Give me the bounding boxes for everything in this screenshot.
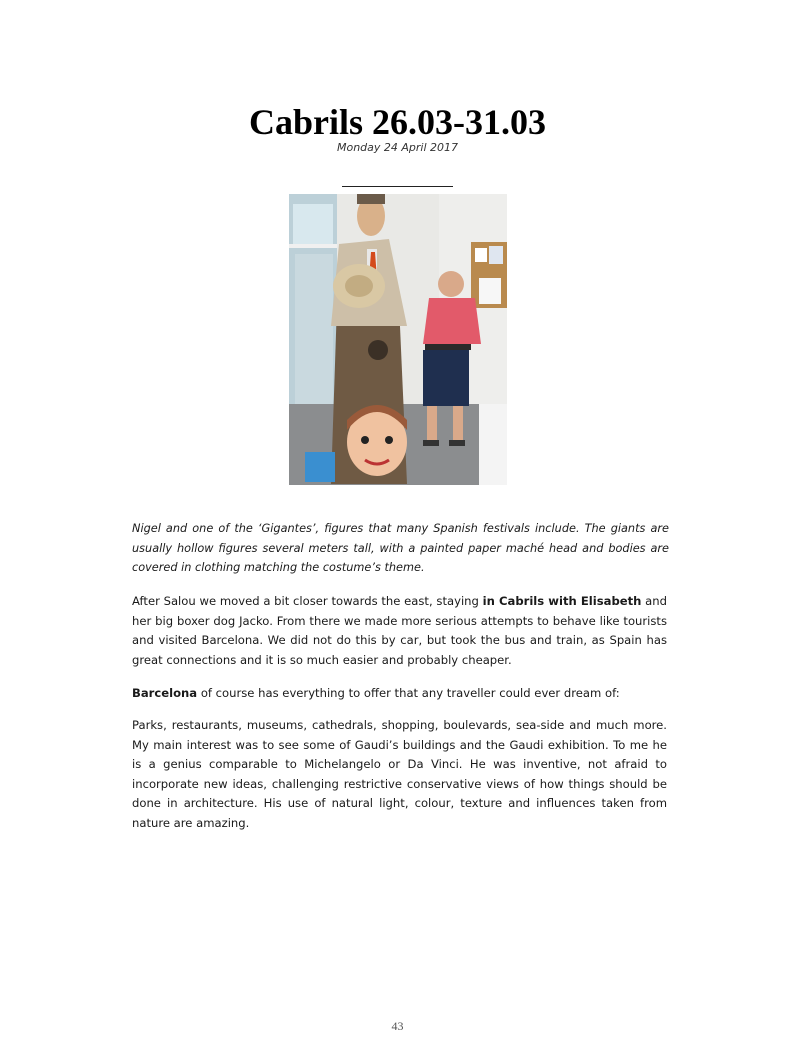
page-number: 43 — [391, 1019, 404, 1033]
divider — [342, 186, 453, 187]
photo-caption: Nigel and one of the ‘Gigantes’, figures that many Spanish festivals include. The giants are usually hollow figures several meters tall, with a painted paper maché head and bodies are covered in clothing matching the costume’s theme. — [132, 522, 669, 574]
paragraph-cabrils-intro: After Salou we moved a bit closer towards the east, staying — [132, 594, 483, 608]
paragraph-barcelona-bold: Barcelona — [132, 686, 198, 700]
paragraph-cabrils — [132, 592, 667, 670]
paragraph-barcelona-rest: of course has everything to offer that any traveller could ever dream of: — [197, 686, 620, 700]
paragraph-gaudi: Parks, restaurants, museums, cathedrals, shopping, boulevards, sea-side and much more. My main interest was to see some of Gaudi’s buildings and the Gaudi exhibition. To me he is a genius comparable to Michelangelo or Da Vinci. He was inventive, not afraid to incorporate new ideas, challenging restrictive conservative views of how things should be done in architecture. His use of natural light, colour, texture and influences taken from nature are amazing. — [132, 718, 667, 830]
paragraph-barcelona — [132, 684, 667, 704]
post-date: Monday 24 April 2017 — [336, 141, 459, 154]
page-title: Cabrils 26.03-31.03 — [249, 102, 546, 142]
photo-giant-figure — [289, 194, 507, 485]
paragraph-cabrils-bold: in Cabrils with Elisabeth — [482, 594, 642, 608]
paragraph-cabrils-rest: and her big boxer dog Jacko. From there we made more serious attempts to behave like tourists and visited Barcelona. We did not do this by car, but took the bus and train, as Spain has great connections and it is so much easier and probably cheaper. — [132, 594, 667, 667]
